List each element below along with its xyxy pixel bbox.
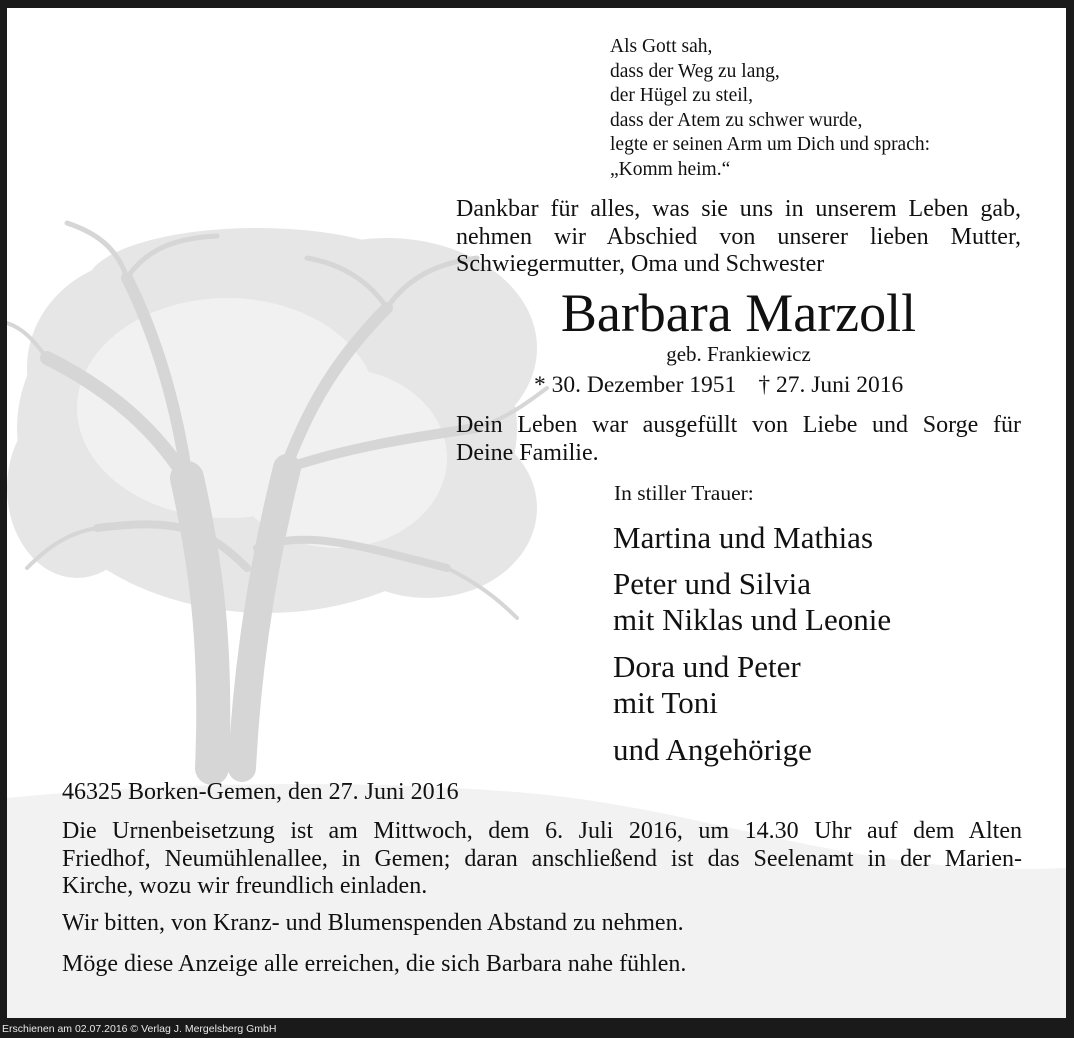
intro-line: nehmen wir Abschied von unserer lieben Mutter, — [456, 223, 1021, 250]
funeral-line: Die Urnenbeisetzung ist am Mittwoch, dem 6. Juli 2016, um 14.30 Uhr auf dem Alten — [62, 818, 1022, 844]
intro-line: Dankbar für alles, was sie uns in unserem Leben gab, — [456, 196, 1021, 222]
poem-line: der Hügel zu steil, — [610, 85, 753, 106]
birth-date: * 30. Dezember 1951 — [534, 372, 737, 398]
intro-line: Schwiegermutter, Oma und Schwester — [456, 251, 825, 277]
mourning-heading: In stiller Trauer: — [614, 481, 754, 505]
poem-line: dass der Weg zu lang, — [610, 60, 780, 82]
life-dates — [534, 370, 903, 400]
funeral-line: Kirche, wozu wir freundlich einladen. — [62, 873, 428, 899]
mourner-family: Peter und Silvia — [613, 566, 812, 601]
tribute-line: Dein Leben war ausgefüllt von Liebe und Sorge für — [456, 412, 1021, 438]
poem-line: Als Gott sah, — [610, 36, 713, 57]
death-date: † 27. Juni 2016 — [758, 372, 904, 398]
mourner-family: mit Toni — [613, 685, 718, 720]
place-and-date: 46325 Borken-Gemen, den 27. Juni 2016 — [62, 779, 459, 805]
obituary-notice — [7, 8, 1066, 1018]
poem-line: dass der Atem zu schwer wurde, — [610, 109, 863, 131]
poem — [610, 35, 930, 182]
deceased-name: Barbara Marzoll — [560, 283, 917, 343]
farewell-intro — [456, 196, 1021, 279]
mourner-family: Dora und Peter — [613, 649, 801, 684]
closing-line: Möge diese Anzeige alle erreichen, die sich Barbara nahe fühlen. — [62, 951, 687, 977]
publication-footer: Erschienen am 02.07.2016 © Verlag J. Mergelsberg GmbH — [2, 1023, 277, 1035]
mourner-relatives: und Angehörige — [613, 732, 812, 767]
poem-line: „Komm heim.“ — [610, 158, 731, 180]
funeral-details — [62, 818, 1022, 901]
mourner-family: Martina und Mathias — [613, 520, 874, 555]
poem-line: legte er seinen Arm um Dich und sprach: — [610, 134, 931, 155]
maiden-name: geb. Frankiewicz — [666, 342, 811, 366]
tribute-line: Deine Familie. — [456, 439, 599, 466]
mourner-family: mit Niklas und Leonie — [613, 602, 892, 637]
donation-request: Wir bitten, von Kranz- und Blumenspenden Abstand zu nehmen. — [62, 910, 684, 936]
life-tribute — [456, 412, 1021, 467]
funeral-line: Friedhof, Neumühlenallee, in Gemen; daran anschließend ist das Seelenamt in der Marien- — [62, 845, 1022, 872]
